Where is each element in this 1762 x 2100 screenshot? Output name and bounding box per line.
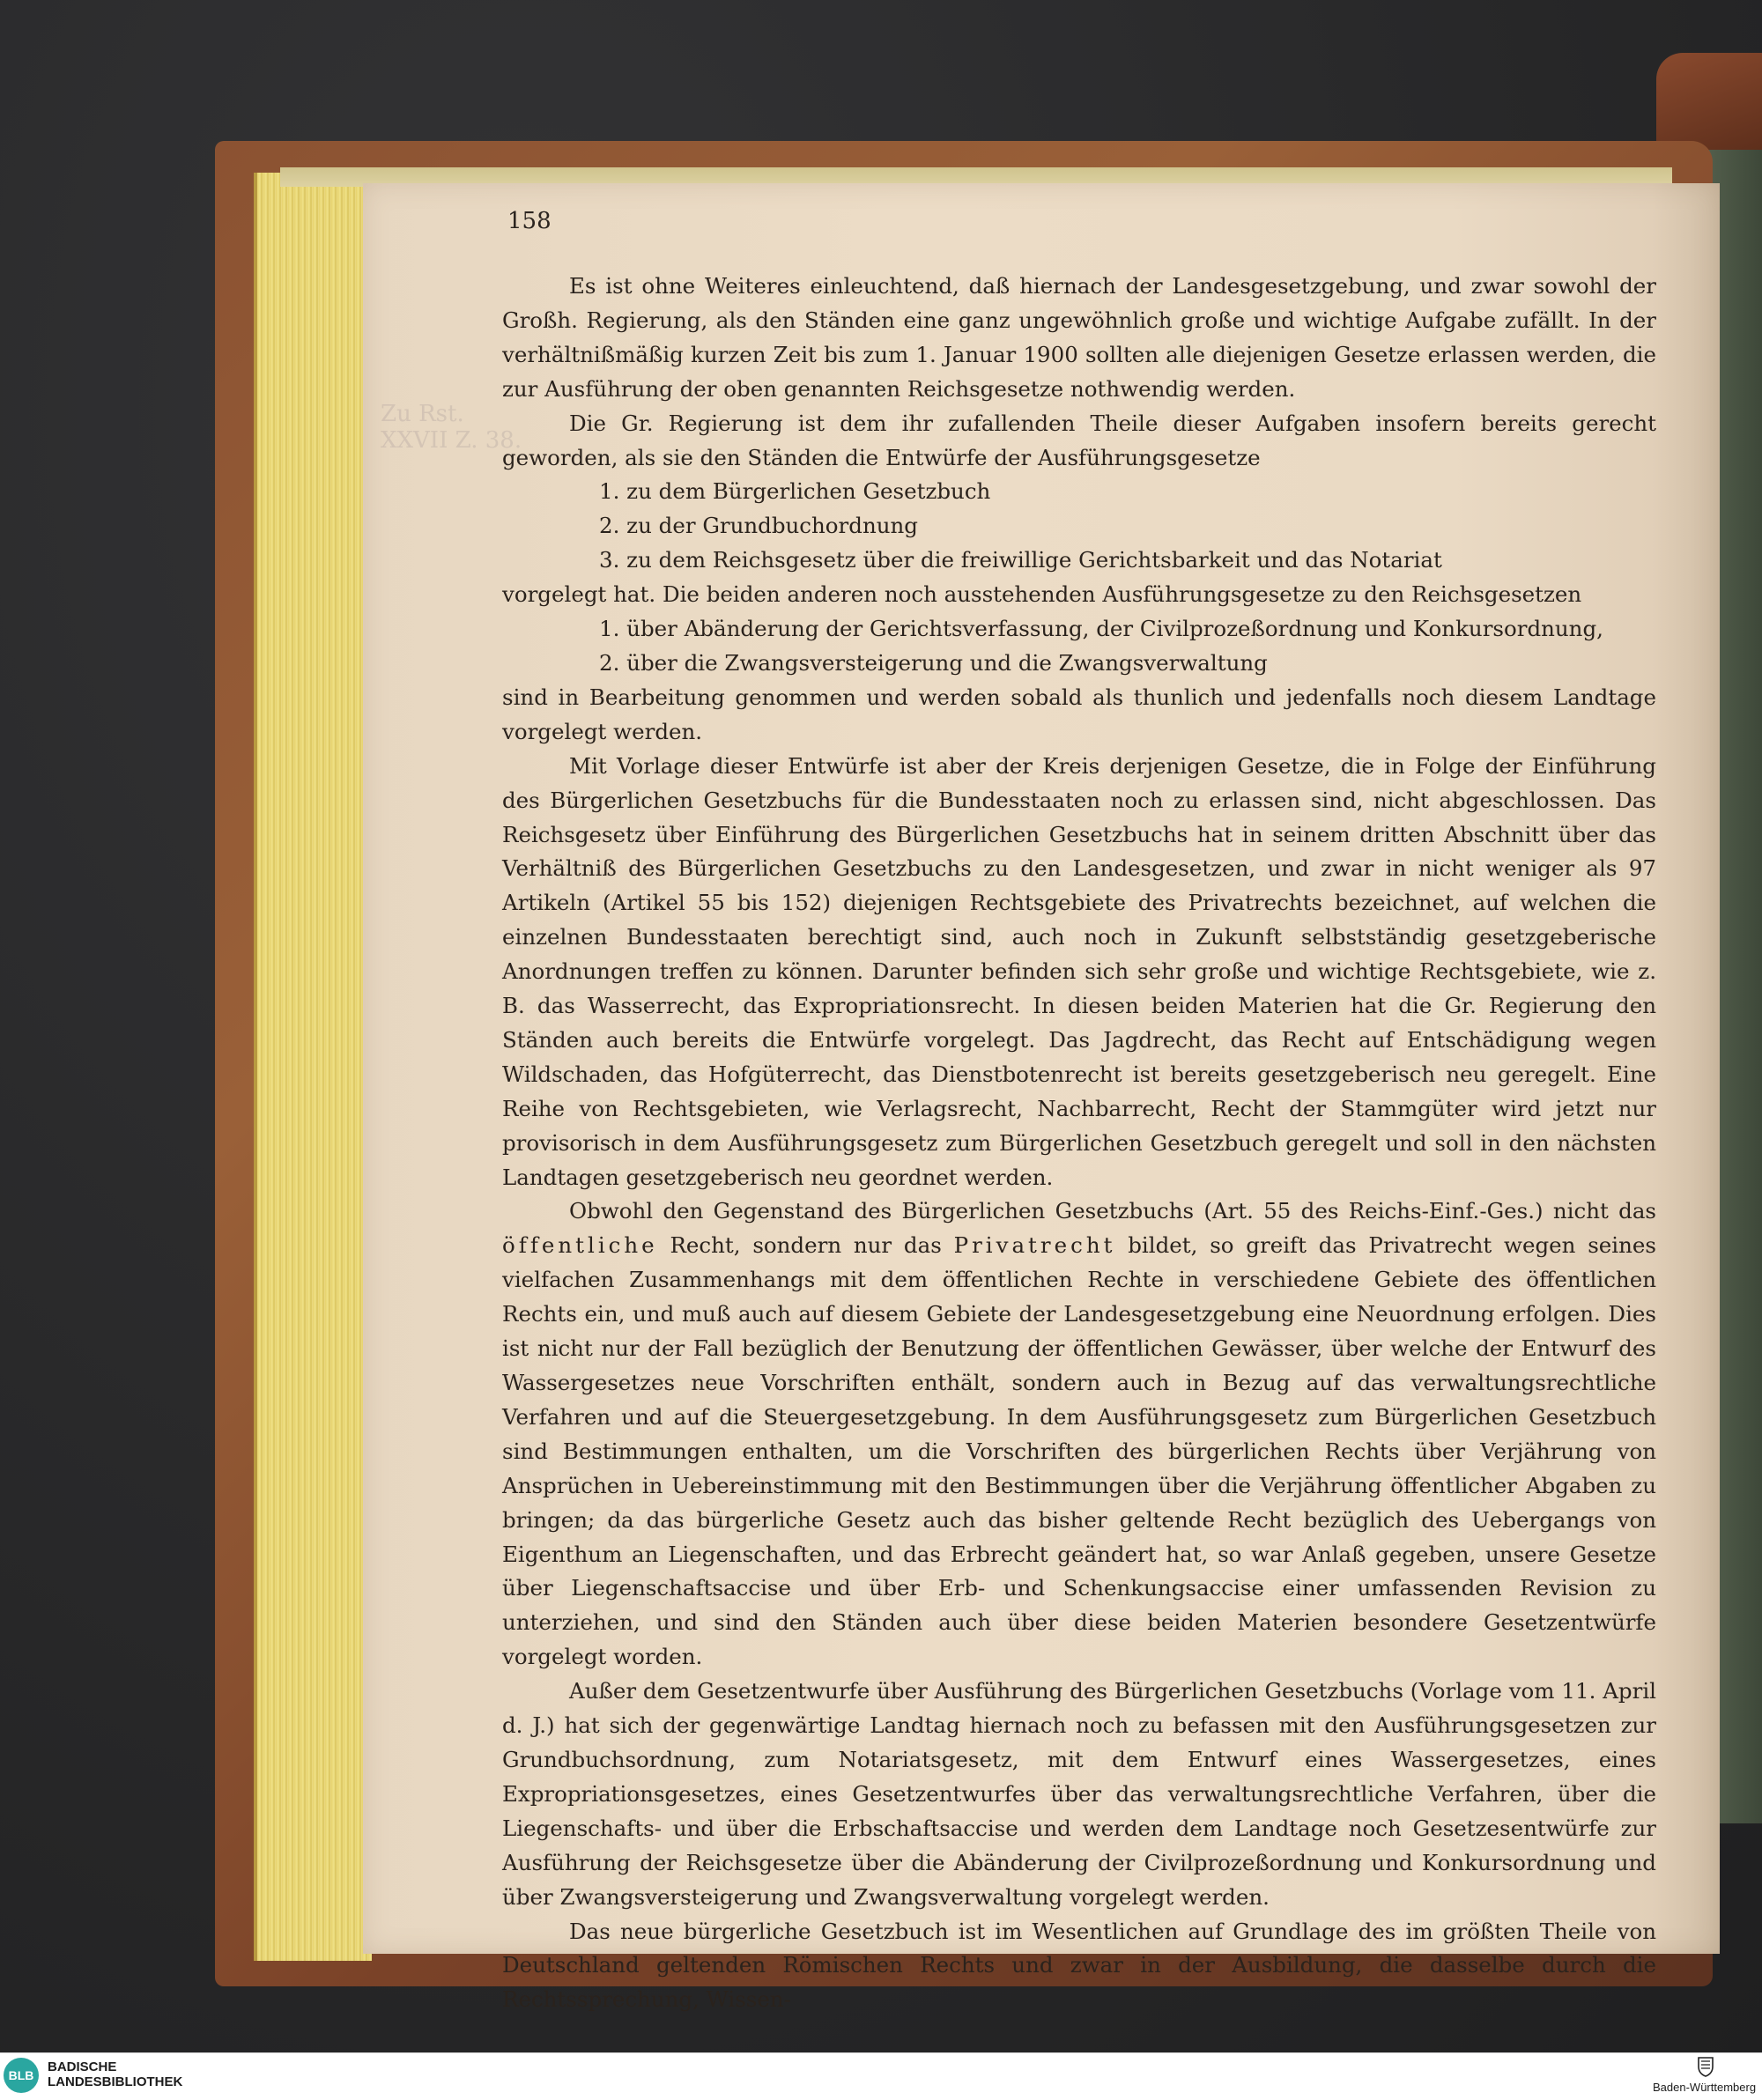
crest-icon — [1697, 2056, 1714, 2077]
footer-bar — [0, 2052, 1762, 2100]
paragraph: Mit Vorlage dieser Entwürfe ist aber der Kreis derjenigen Gesetze, die in Folge der Einführung des Bürgerlichen Gesetzbuchs für die Bundesstaaten noch zu erlassen sind, nicht abgeschlossen. Das Reichsgesetz über Einführung des Bürgerlichen Gesetzbuchs hat in seinem dritten Abschnitt über das Verhältniß des Bürgerlichen Gesetzbuchs zu den Landesgesetzen, und zwar in nicht weniger als 97 Artikeln (Artikel 55 bis 152) diejenigen Rechtsgebiete des Privatrechts bezeichnet, auf welchen die einzelnen Bundesstaaten berechtigt sind, auch noch in Zukunft selbstständig gesetzgeberische Anordnungen treffen zu können. Darunter befinden sich sehr große und wichtige Rechtsgebiete, wie z. B. das Wasserrecht, das Expropriationsrecht. In diesen beiden Materien hat die Gr. Regierung den Ständen auch bereits die Entwürfe vorgelegt. Das Jagdrecht, das Recht auf Entschädigung wegen Wildschaden, das Hofgüterrecht, das Dienstbotenrecht ist bereits gesetzgeberisch neu geregelt. Eine Reihe von Rechtsgebieten, wie Verlagsrecht, Nachbarrecht, Recht der Stammgüter wird jetzt nur provisorisch in dem Ausführungsgesetz zum Bürgerlichen Gesetzbuch geregelt und soll in den nächsten Landtagen gesetzgeberisch neu geordnet werden. — [502, 752, 1656, 1190]
text-run: bildet, so greift das Privatrecht wegen seines vielfachen Zusammenhangs mit dem öffentlichen Rechte in verschiedene Gebiete des öffentlichen Rechts ein, und muß auch auf diesem Gebiete der Landesgesetzgebung eine Neuordnung erfolgen. Dies ist nicht nur der Fall bezüglich der Benutzung der öffentlichen Gewässer, über welche der Entwurf des Wassergesetzes neue Vorschriften enthält, sondern auch in Bezug auf das verwaltungsrechtliche Verfahren und auf die Steuergesetzgebung. In dem Ausführungsgesetz zum Bürgerlichen Gesetzbuch sind Bestimmungen enthalten, um die Vorschriften des bürgerlichen Rechts über Verjährung von Ansprüchen in Uebereinstimmung mit den Bestimmungen über die Verjährung öffentlicher Abgaben zu bringen; da das bürgerliche Gesetz auch das bisher geltende Recht bezüglich des Uebergangs von Eigenthum an Liegenschaften, und das Erbrecht geändert hat, so war Anlaß gegeben, unsere Gesetze über Liegenschaftsaccise und über Erb- und Schenkungsaccise einer umfassenden Revision zu unterziehen, und sind den Ständen auch über diese beiden Materien besondere Gesetzentwürfe vorgelegt worden. — [502, 1232, 1656, 1670]
list-item: 3. zu dem Reichsgesetz über die freiwillige Gerichtsbarkeit und das Notariat — [599, 547, 1442, 573]
paragraph — [502, 1194, 1656, 1675]
library-name-line2: LANDESBIBLIOTHEK — [48, 2074, 183, 2089]
paragraph: Es ist ohne Weiteres einleuchtend, daß hiernach der Landesgesetzgebung, und zwar sowohl der Großh. Regierung, als den Ständen eine ganz ungewöhnlich große und wichtige Aufgabe zufällt. In der verhältnißmäßig kurzen Zeit bis zum 1. Januar 1900 sollten alle diejenigen Gesetze erlassen werden, die zur Ausführung der oben genannten Reichsgesetze nothwendig werden. — [502, 273, 1656, 402]
paragraph: sind in Bearbeitung genommen und werden sobald als thunlich und jedenfalls noch diesem Landtage vorgelegt werden. — [502, 684, 1656, 744]
library-name[interactable] — [48, 2059, 182, 2089]
list-item: 1. zu dem Bürgerlichen Gesetzbuch — [599, 478, 991, 505]
list-item: 2. zu der Grundbuchordnung — [599, 513, 918, 539]
list-item: 1. über Abänderung der Gerichtsverfassung, der Civilprozeßordnung und Konkursordnung, — [599, 616, 1603, 642]
list-item: 2. über die Zwangsversteigerung und die Zwangsverwaltung — [599, 649, 1268, 676]
text-run: Recht, sondern nur das — [657, 1232, 954, 1259]
emphasis-text: Privatrecht — [953, 1232, 1116, 1259]
bleed-through-note-1: Zu Rst. — [381, 401, 464, 427]
paragraph: Außer dem Gesetzentwurfe über Ausführung des Bürgerlichen Gesetzbuchs (Vorlage vom 11. April d. J.) hat sich der gegenwärtige Landtag hiernach noch zu befassen mit den Ausführungsgesetzen zur Grundbuchsordnung, zum Notariatsgesetz, mit dem Entwurf eines Wassergesetzes, eines Expropriationsgesetzes, eines Gesetzentwurfes über das verwaltungsrechtliche Verfahren, über die Liegenschafts- und über die Erbschaftsaccise und werden dem Landtage noch Gesetzesentwürfe zur Ausführung der Reichsgesetze über die Abänderung der Civilprozeßordnung und Konkursordnung und über Zwangsversteigerung und Zwangsverwaltung vorgelegt werden. — [502, 1678, 1656, 1910]
emphasis-text: öffentliche — [502, 1232, 658, 1259]
blb-logo-icon[interactable]: BLB — [4, 2058, 39, 2093]
paragraph: Das neue bürgerliche Gesetzbuch ist im Wesentlichen auf Grundlage des im größten Theile von Deutschland geltenden Römischen Rechts und zwar in der Ausbildung, die dasselbe durch die Rechtssprechung, Wissen- — [502, 1918, 1656, 2013]
library-name-line1: BADISCHE — [48, 2059, 117, 2074]
page-text — [502, 270, 1656, 2017]
paragraph: Die Gr. Regierung ist dem ihr zufallenden Theile dieser Aufgaben insofern bereits gerecht geworden, als sie den Ständen die Entwürfe der Ausführungsgesetze — [502, 410, 1656, 470]
paragraph: vorgelegt hat. Die beiden anderen noch ausstehenden Ausführungsgesetze zu den Reichsgesetzen — [502, 581, 1582, 608]
bleed-through-note-2: XXVII Z. 38. — [381, 427, 522, 454]
region-label: Baden-Württemberg — [1653, 2081, 1757, 2094]
page-number: 158 — [507, 208, 552, 234]
page-block-edge — [254, 173, 372, 1961]
text-run: Obwohl den Gegenstand des Bürgerlichen Gesetzbuchs (Art. 55 des Reichs-Einf.-Ges.) nicht das — [569, 1198, 1656, 1224]
